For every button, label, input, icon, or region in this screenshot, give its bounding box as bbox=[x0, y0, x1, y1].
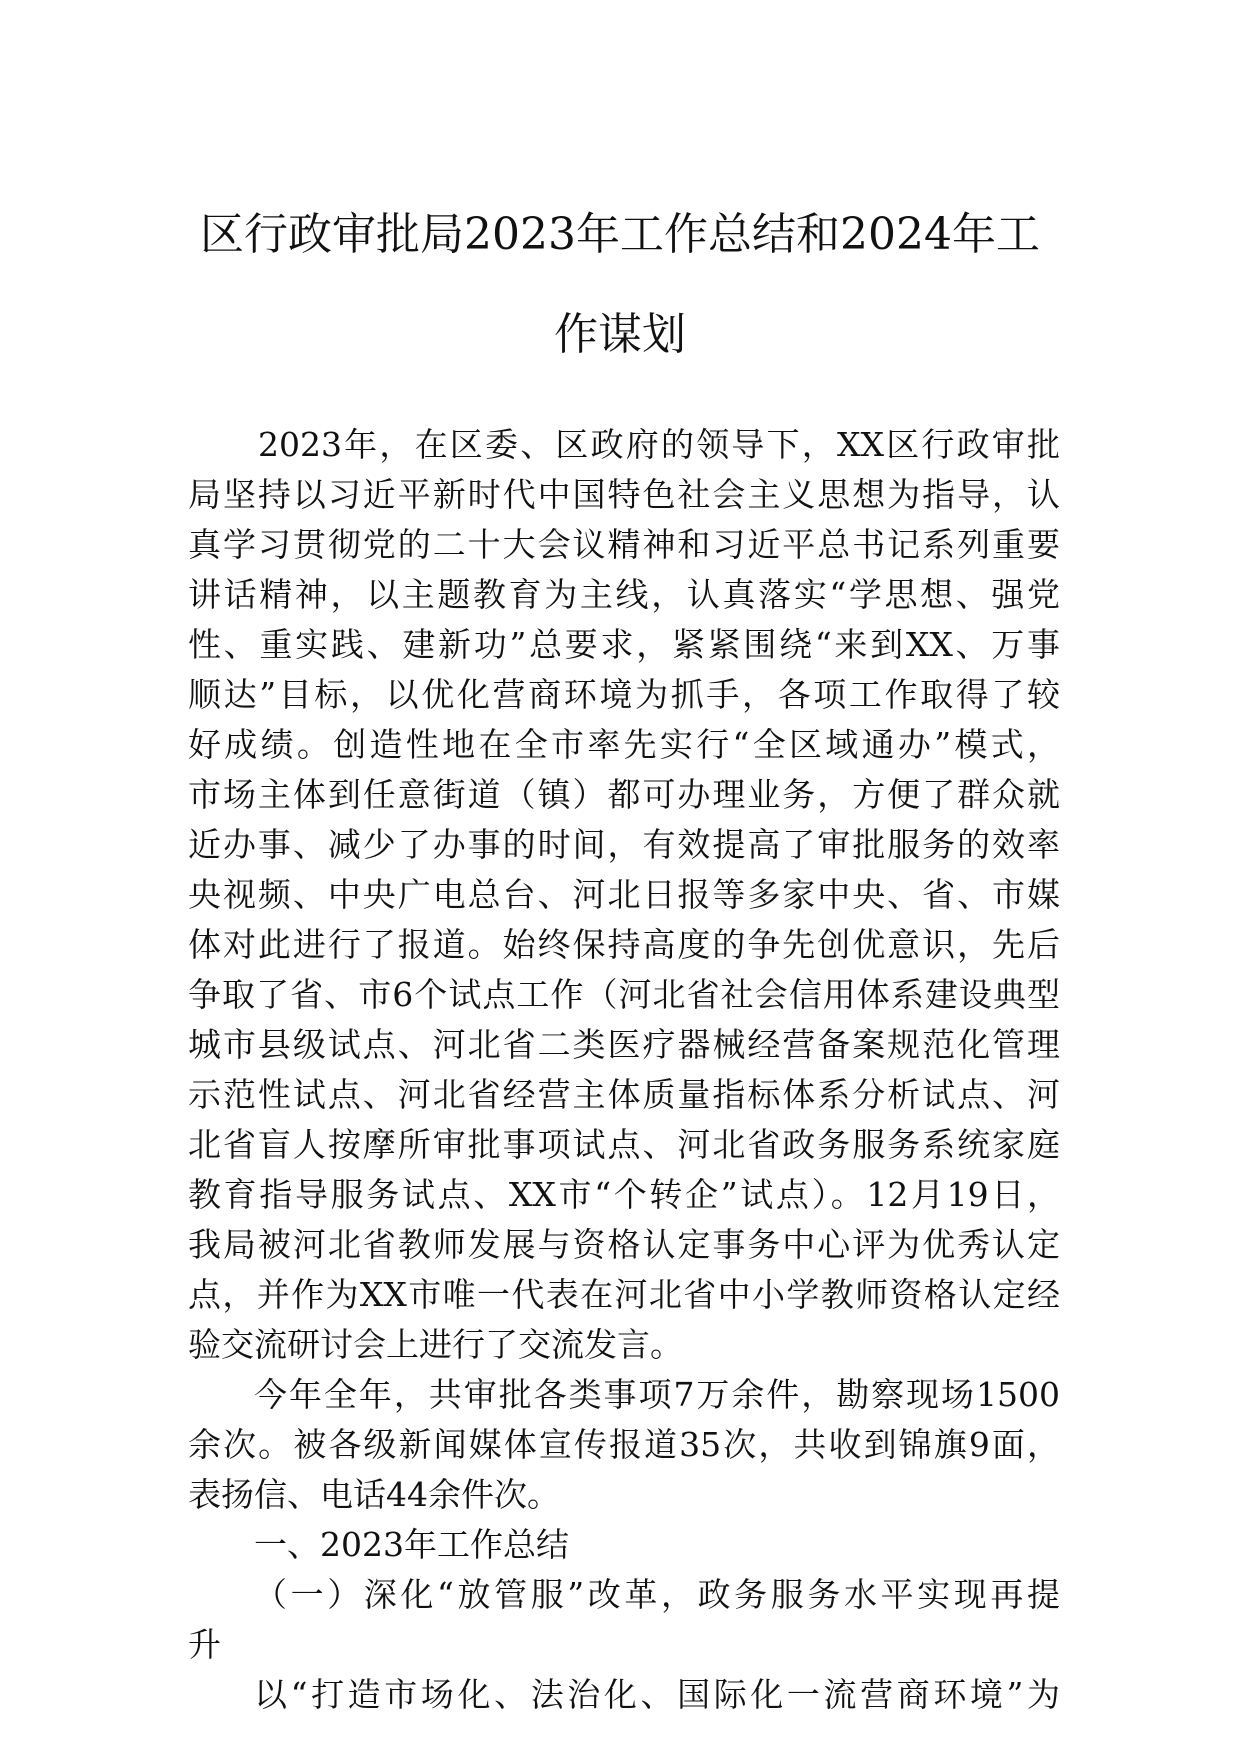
paragraph-line: 好成绩。创造性地在全市率先实行“全区域通办”模式， bbox=[188, 725, 1060, 764]
paragraph-statistics bbox=[188, 1370, 1060, 1520]
paragraph-intro bbox=[188, 420, 1060, 1370]
section-heading bbox=[188, 1520, 1060, 1570]
paragraph-line: 我局被河北省教师发展与资格认定事务中心评为优秀认定 bbox=[188, 1225, 1060, 1264]
paragraph-line: 表扬信、电话44余件次。 bbox=[188, 1475, 560, 1514]
paragraph-line: 北省盲人按摩所审批事项试点、河北省政务服务系统家庭 bbox=[188, 1125, 1060, 1164]
document-title-line-2: 作谋划 bbox=[554, 309, 686, 360]
paragraph-line: 点，并作为XX市唯一代表在河北省中小学教师资格认定经 bbox=[188, 1275, 1060, 1314]
paragraph-line: 近办事、减少了办事的时间，有效提高了审批服务的效率 bbox=[188, 825, 1060, 864]
paragraph-line: 验交流研讨会上进行了交流发言。 bbox=[188, 1325, 683, 1364]
paragraph-line: 体对此进行了报道。始终保持高度的争先创优意识，先后 bbox=[188, 925, 1060, 964]
paragraph-line: 央视频、中央广电总台、河北日报等多家中央、省、市媒 bbox=[188, 875, 1060, 914]
paragraph-line: 争取了省、市6个试点工作（河北省社会信用体系建设典型 bbox=[188, 975, 1060, 1014]
paragraph-line: 市场主体到任意街道（镇）都可办理业务，方便了群众就 bbox=[188, 775, 1060, 814]
paragraph-line: 余次。被各级新闻媒体宣传报道35次，共收到锦旗9面， bbox=[188, 1425, 1060, 1464]
paragraph-line: 示范性试点、河北省经营主体质量指标体系分析试点、河 bbox=[188, 1075, 1060, 1114]
subsection-heading bbox=[188, 1570, 1060, 1670]
paragraph-line: 真学习贯彻党的二十大会议精神和习近平总书记系列重要 bbox=[188, 525, 1060, 564]
paragraph-line: 局坚持以习近平新时代中国特色社会主义思想为指导，认 bbox=[188, 475, 1060, 514]
document-title-line-1: 区行政审批局2023年工作总结和2024年工 bbox=[200, 209, 1040, 260]
paragraph-line: 教育指导服务试点、XX市“个转企”试点）。12月19日， bbox=[188, 1175, 1060, 1214]
subsection-heading-line: 升 bbox=[188, 1625, 221, 1664]
document-body bbox=[188, 420, 1060, 1720]
paragraph-line: 讲话精神，以主题教育为主线，认真落实“学思想、强党 bbox=[188, 575, 1060, 614]
subsection-heading-line: （一）深化“放管服”改革，政务服务水平实现再提 bbox=[254, 1575, 1060, 1614]
paragraph-line: 性、重实践、建新功”总要求，紧紧围绕“来到XX、万事 bbox=[188, 625, 1060, 664]
paragraph-line: 2023年，在区委、区政府的领导下，XX区行政审批 bbox=[258, 425, 1060, 464]
paragraph-line: 今年全年，共审批各类事项7万余件，勘察现场1500 bbox=[254, 1375, 1060, 1414]
paragraph-line: 以“打造市场化、法治化、国际化一流营商环境”为 bbox=[254, 1675, 1060, 1714]
paragraph-continued bbox=[188, 1670, 1060, 1720]
section-heading-text: 一、2023年工作总结 bbox=[254, 1525, 569, 1564]
paragraph-line: 城市县级试点、河北省二类医疗器械经营备案规范化管理 bbox=[188, 1025, 1060, 1064]
paragraph-line: 顺达”目标，以优化营商环境为抓手，各项工作取得了较 bbox=[188, 675, 1060, 714]
